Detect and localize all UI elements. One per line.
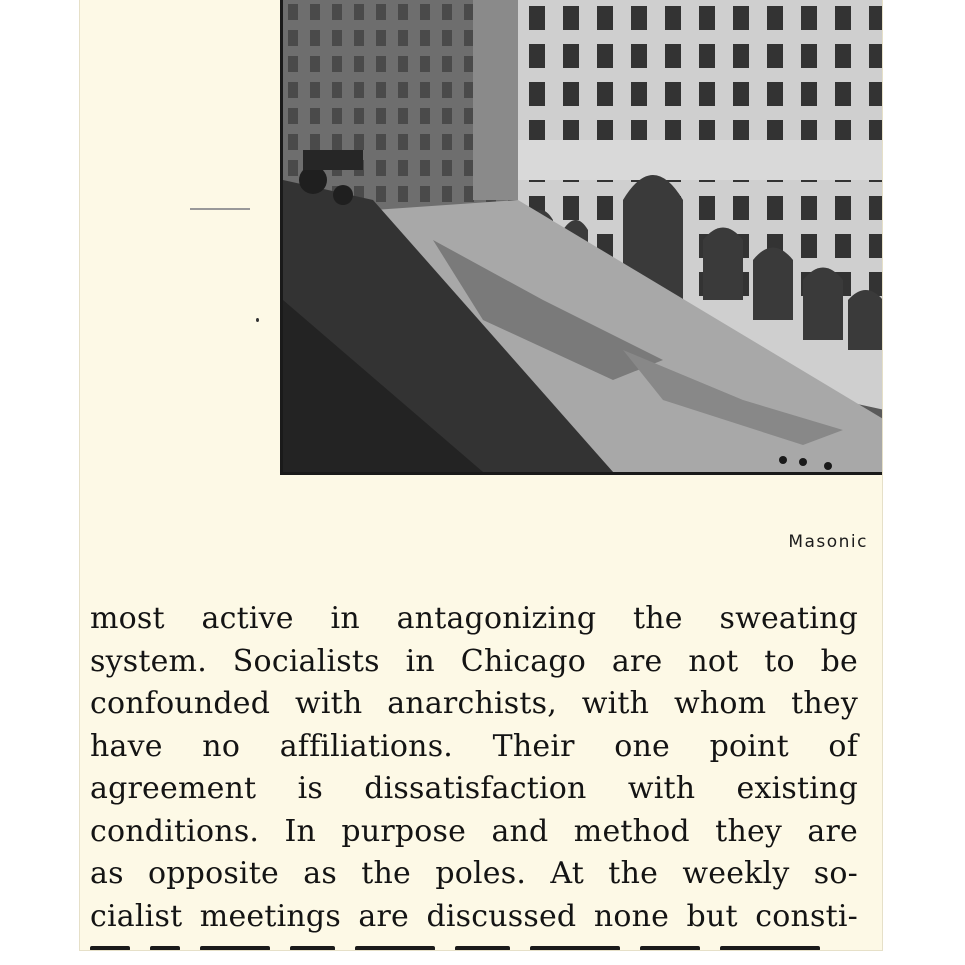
ink-smudge (190, 208, 250, 210)
article-text (90, 598, 858, 938)
text-line: cialist meetings are discussed none but consti- (90, 898, 858, 934)
text-line: have no affiliations. Their one point of (90, 728, 858, 764)
text-line: system. Socialists in Chicago are not to be (90, 643, 858, 679)
photo-illustration (283, 0, 882, 472)
street-photograph (280, 0, 882, 475)
newspaper-clipping (80, 0, 882, 950)
text-line: agreement is dissatisfaction with existing (90, 771, 858, 806)
text-line: confounded with anarchists, with whom they (90, 686, 858, 721)
photo-caption: Masonic (788, 532, 868, 552)
ink-speck (256, 318, 259, 322)
text-line: conditions. In purpose and method they are (90, 813, 858, 849)
truncated-text-line (90, 938, 850, 950)
text-line: as opposite as the poles. At the weekly so- (90, 856, 858, 891)
text-line: most active in antagonizing the sweating (90, 601, 858, 636)
